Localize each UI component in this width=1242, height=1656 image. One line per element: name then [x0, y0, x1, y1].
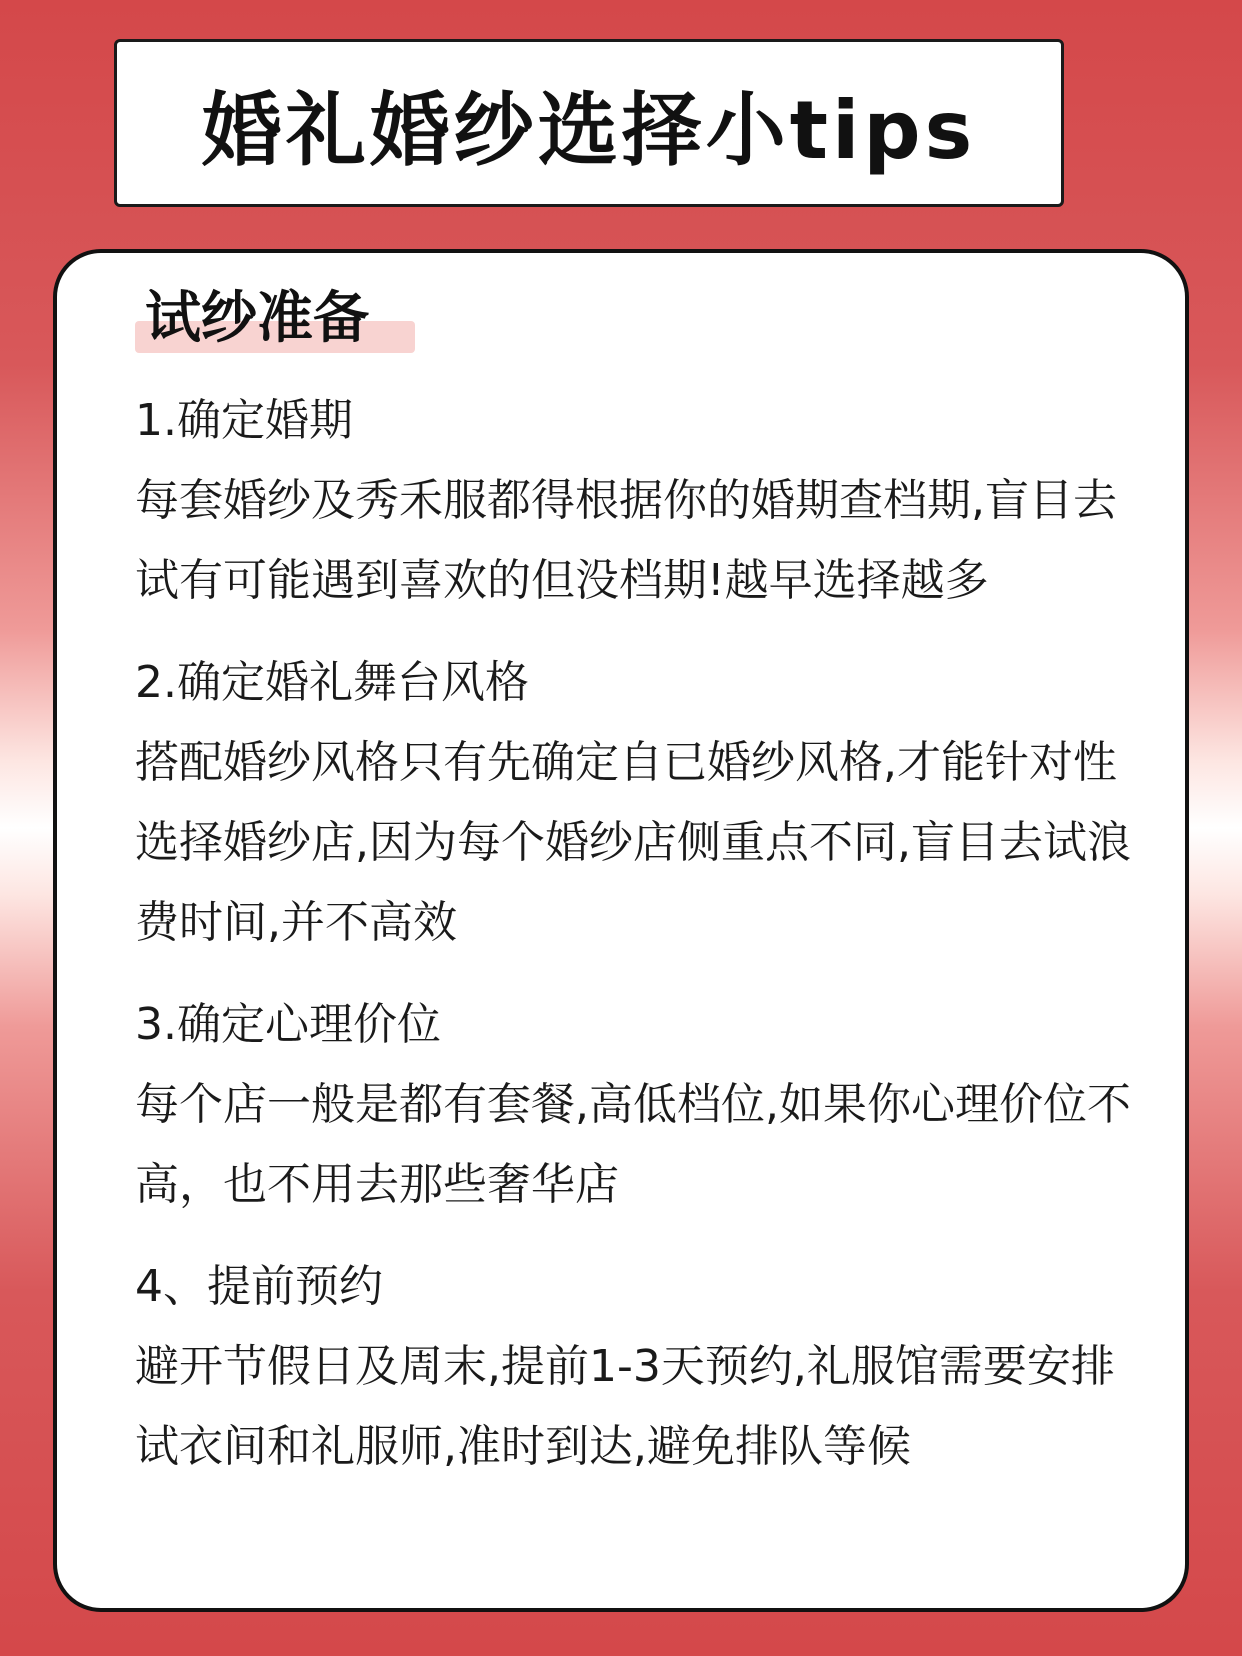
tip-item: [135, 643, 1145, 963]
page-title: 婚礼婚纱选择小tips: [201, 83, 977, 177]
section-heading: [135, 283, 415, 355]
tip-title: 1.确定婚期: [135, 395, 353, 446]
tip-item: [135, 381, 1145, 621]
tip-item: [135, 985, 1145, 1225]
tip-item: [135, 1247, 1145, 1487]
tip-body: 每套婚纱及秀禾服都得根据你的婚期查档期,盲目去试有可能遇到喜欢的但没档期!越早选择越多: [135, 475, 1117, 606]
title-banner: [114, 39, 1064, 207]
tips-list: [135, 381, 1145, 1509]
tip-title: 4、提前预约: [135, 1261, 383, 1312]
tip-body: 搭配婚纱风格只有先确定自已婚纱风格,才能针对性选择婚纱店,因为每个婚纱店侧重点不同,盲目去试浪费时间,并不高效: [135, 737, 1131, 948]
section-heading-text: 试纱准备: [145, 286, 369, 351]
tip-title: 2.确定婚礼舞台风格: [135, 657, 529, 708]
tip-title: 3.确定心理价位: [135, 999, 441, 1050]
tip-body: 每个店一般是都有套餐,高低档位,如果你心理价位不高，也不用去那些奢华店: [135, 1079, 1131, 1210]
content-card: [53, 249, 1189, 1612]
tip-body: 避开节假日及周末,提前1-3天预约,礼服馆需要安排试衣间和礼服师,准时到达,避免排队等候: [135, 1341, 1115, 1472]
